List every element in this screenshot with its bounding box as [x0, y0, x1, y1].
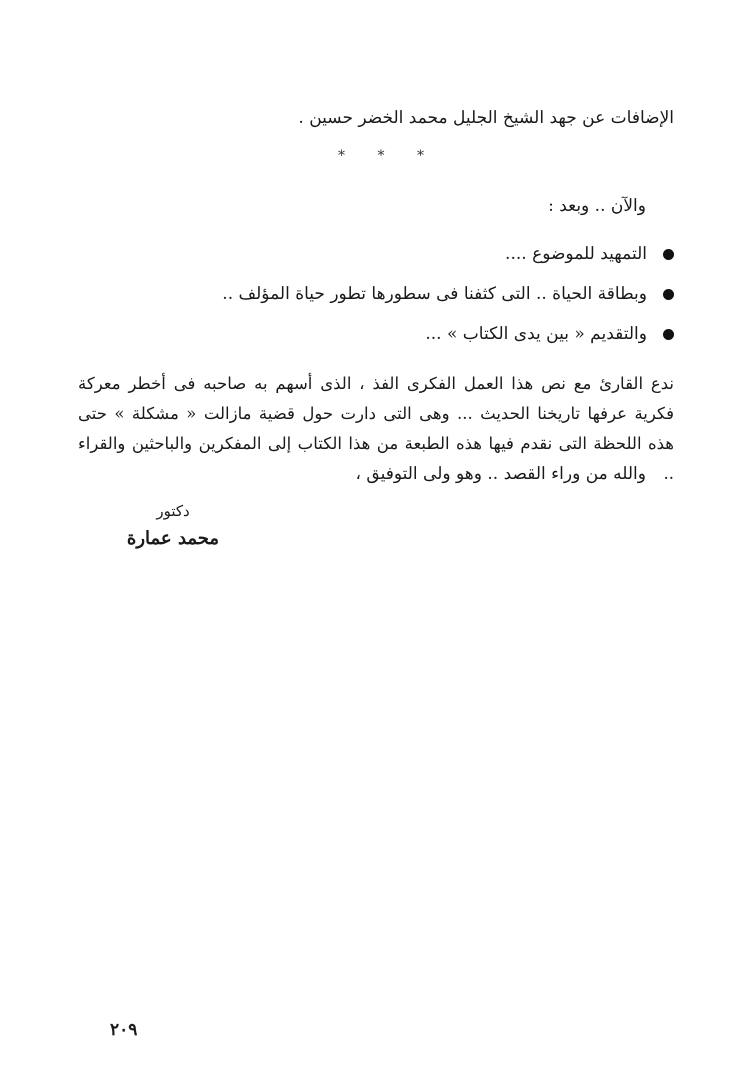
closing-line: والله من وراء القصد .. وهو ولى التوفيق ، [355, 464, 646, 484]
intro-line: الإضافات عن جهد الشيخ الجليل محمد الخضر حسين . [298, 108, 674, 128]
main-paragraph: ندع القارئ مع نص هذا العمل الفكرى الفذ ، الذى أسهم به صاحبه فى أخطر معركة فكرية عرفها تاريخنا الحديث ... وهى التى دارت حول قضية مازالت « مشكلة » حتى هذه اللحظة التى نقدم فيها هذه الطبعة من هذا الكتاب إلى المفكرين والباحثين والقراء .. [78, 373, 674, 483]
bullet-text: وبطاقة الحياة .. التى كثفنا فى سطورها تطور حياة المؤلف .. [222, 284, 647, 304]
bullet-dot-icon [663, 329, 674, 340]
bullet-item [114, 314, 674, 354]
bullet-dot-icon [663, 249, 674, 260]
signature-name: محمد عمارة [126, 528, 220, 549]
bullet-item [114, 274, 674, 314]
opening-line: والآن .. وبعد : [548, 196, 646, 216]
bullet-item [114, 234, 674, 274]
bullet-text: والتقديم « بين يدى الكتاب » ... [425, 324, 647, 344]
signature-title: دكتور [156, 502, 190, 520]
bullet-dot-icon [663, 289, 674, 300]
bullet-text: التمهيد للموضوع .... [505, 244, 647, 264]
section-separator: * * * [338, 148, 438, 164]
page-number: ٢٠٩ [110, 1020, 138, 1040]
bullet-list [114, 234, 674, 354]
